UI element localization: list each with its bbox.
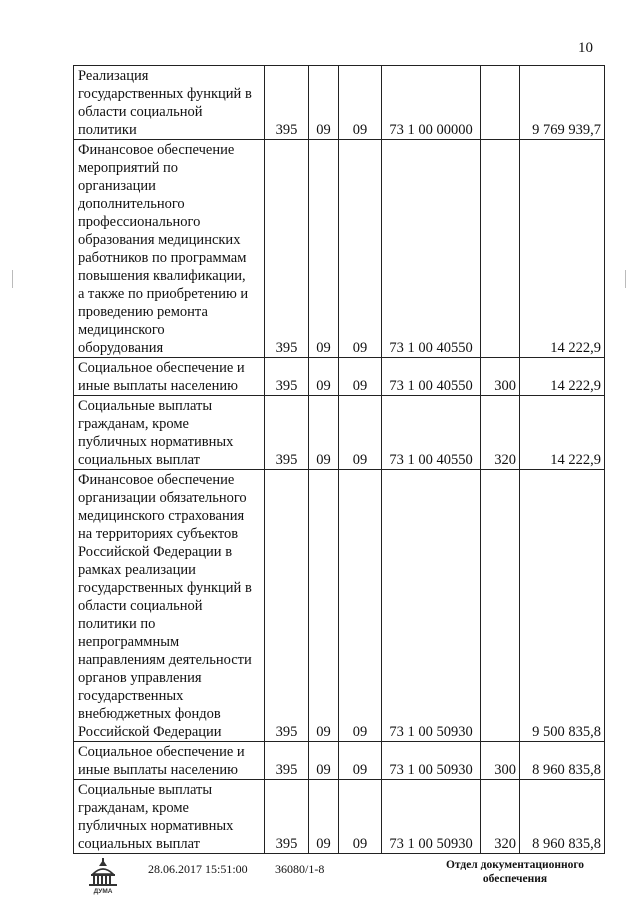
expense-name-line: гражданам, кроме [78,416,189,432]
duma-emblem-text: ДУМА [93,888,113,895]
table-row [74,742,605,780]
subsection-code-cell: 09 [339,358,382,396]
subsection-code-cell: 09 [339,470,382,742]
expense-name-line: направлениям деятельности [78,652,252,668]
expense-name-line: рамках реализации [78,562,196,578]
ministry-code-cell: 395 [265,780,309,854]
subsection-code-cell: 09 [339,396,382,470]
expense-name-cell [74,66,265,140]
section-code-cell: 09 [309,396,339,470]
duma-emblem-icon [85,858,121,896]
target-article-cell: 73 1 00 40550 [382,140,481,358]
expense-name-line: медицинского [78,322,165,338]
expense-type-cell [481,140,520,358]
section-code-cell: 09 [309,358,339,396]
expense-name-line: образования медицинских [78,232,241,248]
budget-table [73,65,605,854]
table-row [74,358,605,396]
target-article-cell: 73 1 00 50930 [382,780,481,854]
subsection-code-cell: 09 [339,780,382,854]
expense-type-cell [481,470,520,742]
amount-cell: 9 500 835,8 [520,470,605,742]
scan-mark-left [12,270,13,288]
ministry-code-cell: 395 [265,358,309,396]
expense-name-line: Социальные выплаты [78,782,213,798]
expense-name-line: гражданам, кроме [78,800,189,816]
expense-name-line: внебюджетных фондов [78,706,221,722]
expense-type-cell [481,66,520,140]
ministry-code-cell: 395 [265,140,309,358]
expense-name-cell [74,396,265,470]
expense-name-line: государственных функций в [78,86,252,102]
expense-name-line: политики [78,122,137,138]
expense-name-line: Российской Федерации в [78,544,233,560]
expense-name-line: медицинского страхования [78,508,245,524]
expense-name-line: публичных нормативных [78,818,234,834]
expense-name-line: Социальные выплаты [78,398,213,414]
ministry-code-cell: 395 [265,396,309,470]
expense-name-line: оборудования [78,340,164,356]
department-stamp [440,858,590,886]
table-row [74,66,605,140]
department-line-2: обеспечения [482,873,548,885]
expense-name-line: на территориях субъектов [78,526,239,542]
department-line-1: Отдел документационного [445,859,585,871]
stamp-date: 28.06.2017 15:51:00 [148,862,248,876]
expense-name-line: Социальное обеспечение и [78,360,245,376]
expense-name-line: социальных выплат [78,452,200,468]
target-article-cell: 73 1 00 50930 [382,470,481,742]
target-article-cell: 73 1 00 40550 [382,396,481,470]
amount-cell: 8 960 835,8 [520,780,605,854]
ministry-code-cell: 395 [265,470,309,742]
expense-name-line: государственных функций в [78,580,252,596]
document-number: 36080/1-8 [275,862,325,876]
expense-type-cell: 320 [481,780,520,854]
expense-name-line: политики по [78,616,156,632]
expense-name-line: иные выплаты населению [78,762,238,778]
expense-name-line: Финансовое обеспечение [78,472,235,488]
expense-type-cell: 300 [481,358,520,396]
section-code-cell: 09 [309,470,339,742]
expense-name-line: организации [78,178,156,194]
expense-name-line: области социальной [78,104,203,120]
expense-name-line: публичных нормативных [78,434,234,450]
expense-name-line: социальных выплат [78,836,200,852]
expense-name-line: повышения квалификации, [78,268,246,284]
subsection-code-cell: 09 [339,140,382,358]
expense-name-cell [74,140,265,358]
ministry-code-cell: 395 [265,742,309,780]
expense-name-line: иные выплаты населению [78,378,238,394]
expense-name-line: государственных [78,688,184,704]
target-article-cell: 73 1 00 50930 [382,742,481,780]
expense-name-line: профессионального [78,214,201,230]
amount-cell: 8 960 835,8 [520,742,605,780]
budget-table-body [74,66,605,854]
expense-name-cell [74,742,265,780]
expense-name-cell [74,470,265,742]
table-row [74,470,605,742]
expense-type-cell: 320 [481,396,520,470]
section-code-cell: 09 [309,140,339,358]
subsection-code-cell: 09 [339,742,382,780]
table-row [74,140,605,358]
table-row [74,780,605,854]
expense-name-line: проведению ремонта [78,304,208,320]
expense-name-line: Финансовое обеспечение [78,142,235,158]
scan-mark-right [625,270,626,288]
expense-name-line: а также по приобретению и [78,286,249,302]
expense-name-line: мероприятий по [78,160,179,176]
amount-cell: 9 769 939,7 [520,66,605,140]
page-footer [0,858,640,898]
target-article-cell: 73 1 00 40550 [382,358,481,396]
target-article-cell: 73 1 00 00000 [382,66,481,140]
table-row [74,396,605,470]
expense-name-line: Российской Федерации [78,724,222,740]
expense-name-line: области социальной [78,598,203,614]
expense-name-line: Социальное обеспечение и [78,744,245,760]
subsection-code-cell: 09 [339,66,382,140]
expense-name-line: непрограммным [78,634,180,650]
section-code-cell: 09 [309,742,339,780]
expense-type-cell: 300 [481,742,520,780]
expense-name-cell [74,780,265,854]
amount-cell: 14 222,9 [520,358,605,396]
expense-name-line: дополнительного [78,196,185,212]
section-code-cell: 09 [309,66,339,140]
amount-cell: 14 222,9 [520,140,605,358]
page-number: 10 [578,40,593,56]
expense-name-line: работников по программам [78,250,247,266]
expense-name-line: Реализация [78,68,149,84]
expense-name-line: органов управления [78,670,202,686]
expense-name-cell [74,358,265,396]
amount-cell: 14 222,9 [520,396,605,470]
expense-name-line: организации обязательного [78,490,247,506]
ministry-code-cell: 395 [265,66,309,140]
section-code-cell: 09 [309,780,339,854]
